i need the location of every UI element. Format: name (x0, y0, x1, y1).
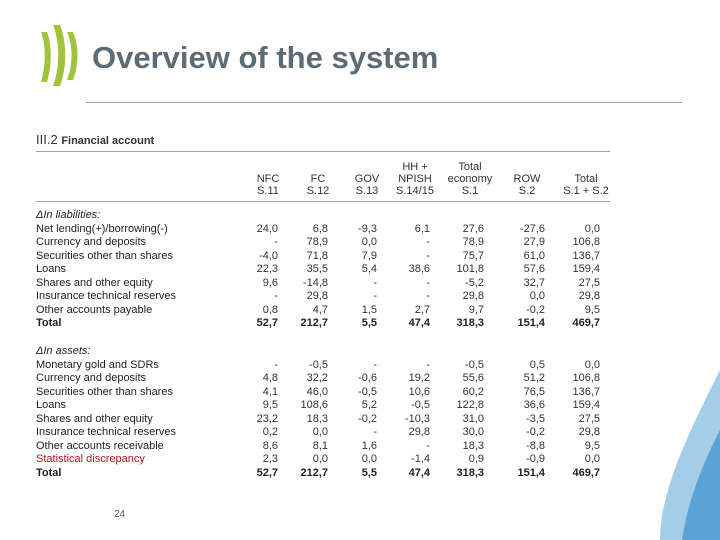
liabilities-row-col-7: 29,8 (578, 290, 600, 302)
liabilities-row-col-4: - (426, 290, 430, 302)
liabilities-total-col-6: 151,4 (517, 317, 545, 329)
assets-row-label: Securities other than shares (36, 385, 173, 398)
liabilities-row-col-4: - (426, 236, 430, 248)
liabilities-row-col-2: -14,8 (302, 276, 328, 289)
assets-total-col-7: 469,7 (572, 466, 600, 479)
assets-row-col-6: -0,2 (526, 426, 545, 438)
column-header-2-line3: S.12 (306, 185, 330, 197)
assets-row-col-5: 30,0 (462, 426, 484, 438)
liabilities-row-label: Currency and deposits (36, 236, 147, 248)
assets-total-col-2: 212,7 (300, 466, 328, 479)
liabilities-row-col-6: 32,7 (523, 276, 545, 289)
liabilities-row-col-7: 27,5 (578, 276, 600, 289)
liabilities-total-col-5: 318,3 (456, 317, 484, 329)
assets-row-label: Shares and other equity (36, 412, 153, 425)
liabilities-row-col-1: 24,0 (256, 222, 278, 235)
liabilities-row-col-5: 78,9 (462, 236, 484, 248)
liabilities-row-col-1: - (274, 290, 278, 302)
assets-row-col-1: 8,6 (262, 439, 278, 452)
assets-row-col-4: -0,5 (411, 399, 430, 411)
assets-total-col-4: 47,4 (408, 466, 430, 479)
assets-row-label: Currency and deposits (36, 372, 147, 384)
assets-row-col-2: 46,0 (306, 385, 328, 398)
liabilities-row-col-2: 78,9 (306, 236, 328, 248)
assets-row-col-5: 18,3 (462, 439, 484, 452)
assets-row-col-4: 29,8 (408, 426, 430, 438)
liabilities-row-col-5: 9,7 (468, 303, 484, 316)
liabilities-total-col-2: 212,7 (300, 317, 328, 329)
liabilities-row-col-4: - (426, 249, 430, 262)
assets-row-col-7: 9,5 (584, 439, 600, 452)
liabilities-row-col-1: 0,8 (262, 303, 278, 316)
liabilities-row-col-4: - (426, 276, 430, 289)
assets-row-col-7: 27,5 (578, 412, 600, 425)
column-header-7-line3: S.1 + S.2 (563, 185, 609, 197)
liabilities-heading: ΔIn liabilities: (36, 209, 101, 221)
assets-total-col-1: 52,7 (256, 466, 278, 479)
assets-row-col-3: 0,0 (361, 453, 377, 465)
assets-row-col-3: - (373, 426, 377, 438)
assets-total-col-3: 5,5 (361, 466, 377, 479)
liabilities-row-col-3: 7,9 (361, 249, 377, 262)
column-header-2-line2: FC (310, 173, 326, 185)
assets-row-label: Statistical discrepancy (36, 453, 145, 465)
assets-row-col-6: -8,8 (526, 439, 545, 452)
oecd-logo (38, 20, 88, 90)
assets-row-col-7: 0,0 (584, 453, 600, 465)
assets-row-label: Other accounts receivable (36, 439, 164, 452)
column-header-3-line3: S.13 (355, 185, 379, 197)
section-heading (36, 132, 154, 147)
page-title: Overview of the system (92, 40, 439, 75)
liabilities-row-label: Shares and other equity (36, 276, 153, 289)
assets-row-col-5: 60,2 (462, 385, 484, 398)
liabilities-row-col-3: 5,4 (361, 263, 377, 275)
assets-row-col-5: 31,0 (462, 412, 484, 425)
assets-row-col-6: 51,2 (523, 372, 545, 384)
liabilities-row-label: Securities other than shares (36, 249, 173, 262)
column-header-5-line1: Total (458, 161, 482, 173)
assets-row-col-2: 0,0 (312, 453, 328, 465)
liabilities-row-col-4: 38,6 (408, 263, 430, 275)
liabilities-row-col-4: 2,7 (414, 303, 430, 316)
liabilities-row-col-7: 136,7 (572, 249, 600, 262)
liabilities-row-col-2: 35,5 (306, 263, 328, 275)
column-header-3-line2: GOV (354, 173, 380, 185)
assets-row-col-1: 4,1 (262, 385, 278, 398)
assets-row-col-7: 29,8 (578, 426, 600, 438)
assets-row-col-1: 0,2 (262, 426, 278, 438)
assets-row-col-3: -0,6 (358, 372, 377, 384)
assets-row-col-4: -1,4 (411, 453, 430, 465)
assets-row-col-1: 9,5 (262, 399, 278, 411)
assets-row-col-2: -0,5 (309, 358, 328, 371)
liabilities-row-col-2: 6,8 (312, 222, 328, 235)
liabilities-row-label: Other accounts payable (36, 303, 153, 316)
assets-row-col-2: 0,0 (312, 426, 328, 438)
column-header-5-line3: S.1 (461, 185, 479, 197)
assets-row-col-6: 0,5 (529, 358, 545, 371)
assets-row-col-4: 10,6 (408, 385, 430, 398)
column-header-1-line3: S.11 (257, 185, 279, 197)
section-number: III.2 (36, 132, 58, 147)
liabilities-total-col-7: 469,7 (572, 317, 600, 329)
liabilities-row-col-3: -9,3 (358, 222, 377, 235)
assets-row-col-1: 2,3 (262, 453, 278, 465)
assets-row-col-1: 23,2 (256, 412, 278, 425)
liabilities-row-col-5: 101,8 (456, 263, 484, 275)
column-header-6-line3: S.2 (518, 185, 536, 197)
liabilities-row-col-2: 29,8 (306, 290, 328, 302)
header-bottom-rule (36, 201, 610, 202)
assets-row-col-2: 18,3 (306, 412, 328, 425)
assets-row-col-7: 159,4 (572, 399, 600, 411)
assets-row-col-2: 8,1 (312, 439, 328, 452)
column-header-4-line2: NPISH (398, 173, 432, 185)
liabilities-row-col-5: 75,7 (462, 249, 484, 262)
liabilities-row-col-3: - (373, 276, 377, 289)
liabilities-row-col-7: 159,4 (572, 263, 600, 275)
assets-row-col-5: 0,9 (468, 453, 484, 465)
liabilities-row-col-1: -4,0 (259, 249, 278, 262)
liabilities-row-col-3: 1,5 (361, 303, 377, 316)
column-header-6-line2: ROW (513, 173, 541, 185)
column-header-7-line2: Total (574, 173, 598, 185)
assets-row-label: Monetary gold and SDRs (36, 358, 159, 371)
liabilities-total-col-4: 47,4 (408, 317, 430, 329)
liabilities-row-col-2: 4,7 (312, 303, 328, 316)
assets-row-label: Loans (36, 399, 66, 411)
assets-row-col-7: 106,8 (572, 372, 600, 384)
column-header-1-line2: NFC (256, 173, 280, 185)
liabilities-row-col-6: 61,0 (523, 249, 545, 262)
assets-row-col-3: - (373, 358, 377, 371)
liabilities-row-col-7: 106,8 (572, 236, 600, 248)
liabilities-row-col-2: 71,8 (306, 249, 328, 262)
assets-row-col-7: 136,7 (572, 385, 600, 398)
corner-decoration (650, 370, 720, 540)
assets-total-col-6: 151,4 (517, 466, 545, 479)
assets-row-col-6: -0,9 (526, 453, 545, 465)
assets-row-col-3: -0,2 (358, 412, 377, 425)
assets-row-col-5: -0,5 (465, 358, 484, 371)
liabilities-row-col-5: 27,6 (462, 222, 484, 235)
liabilities-row-label: Insurance technical reserves (36, 290, 177, 302)
assets-row-col-3: 1,6 (361, 439, 377, 452)
assets-row-col-7: 0,0 (584, 358, 600, 371)
liabilities-row-col-1: - (274, 236, 278, 248)
column-header-4-line3: S.14/15 (396, 185, 434, 197)
liabilities-row-col-3: 0,0 (361, 236, 377, 248)
assets-heading: ΔIn assets: (36, 345, 91, 357)
liabilities-row-col-7: 9,5 (584, 303, 600, 316)
liabilities-row-col-3: - (373, 290, 377, 302)
liabilities-row-label: Loans (36, 263, 66, 275)
liabilities-row-col-6: -0,2 (526, 303, 545, 316)
liabilities-row-col-6: 0,0 (529, 290, 545, 302)
section-title: Financial account (61, 135, 155, 147)
page-number: 24 (114, 509, 126, 520)
column-header-4-line1: HH + (402, 161, 428, 173)
assets-row-col-6: -3,5 (526, 412, 545, 425)
liabilities-row-col-4: 6,1 (414, 222, 430, 235)
assets-row-col-4: -10,3 (404, 412, 430, 425)
assets-row-col-4: - (426, 358, 430, 371)
assets-total-col-5: 318,3 (456, 466, 484, 479)
liabilities-row-col-6: -27,6 (519, 222, 545, 235)
liabilities-row-col-5: 29,8 (462, 290, 484, 302)
liabilities-total-col-3: 5,5 (361, 317, 377, 329)
liabilities-total-col-1: 52,7 (256, 317, 278, 329)
assets-row-col-1: 4,8 (262, 372, 278, 384)
assets-row-col-1: - (274, 358, 278, 371)
assets-row-col-2: 108,6 (300, 399, 328, 411)
liabilities-row-col-6: 27,9 (523, 236, 545, 248)
liabilities-row-col-5: -5,2 (465, 276, 484, 289)
assets-row-col-3: 5,2 (361, 399, 377, 411)
assets-total-label: Total (36, 466, 62, 479)
liabilities-row-col-7: 0,0 (584, 222, 600, 235)
liabilities-row-col-1: 22,3 (256, 263, 278, 275)
liabilities-row-col-6: 57,6 (523, 263, 545, 275)
liabilities-row-label: Net lending(+)/borrowing(-) (36, 222, 168, 235)
assets-row-col-3: -0,5 (358, 385, 377, 398)
assets-row-col-4: 19,2 (408, 372, 430, 384)
liabilities-row-col-1: 9,6 (262, 276, 278, 289)
assets-row-col-6: 76,5 (523, 385, 545, 398)
assets-row-col-6: 36,6 (523, 399, 545, 411)
header-top-rule (36, 151, 610, 152)
liabilities-total-label: Total (36, 317, 62, 329)
assets-row-col-2: 32,2 (306, 372, 328, 384)
title-divider (86, 102, 682, 103)
assets-row-col-4: - (426, 439, 430, 452)
assets-row-label: Insurance technical reserves (36, 426, 177, 438)
assets-row-col-5: 122,8 (456, 399, 484, 411)
column-header-5-line2: economy (447, 173, 493, 185)
assets-row-col-5: 55,6 (462, 372, 484, 384)
